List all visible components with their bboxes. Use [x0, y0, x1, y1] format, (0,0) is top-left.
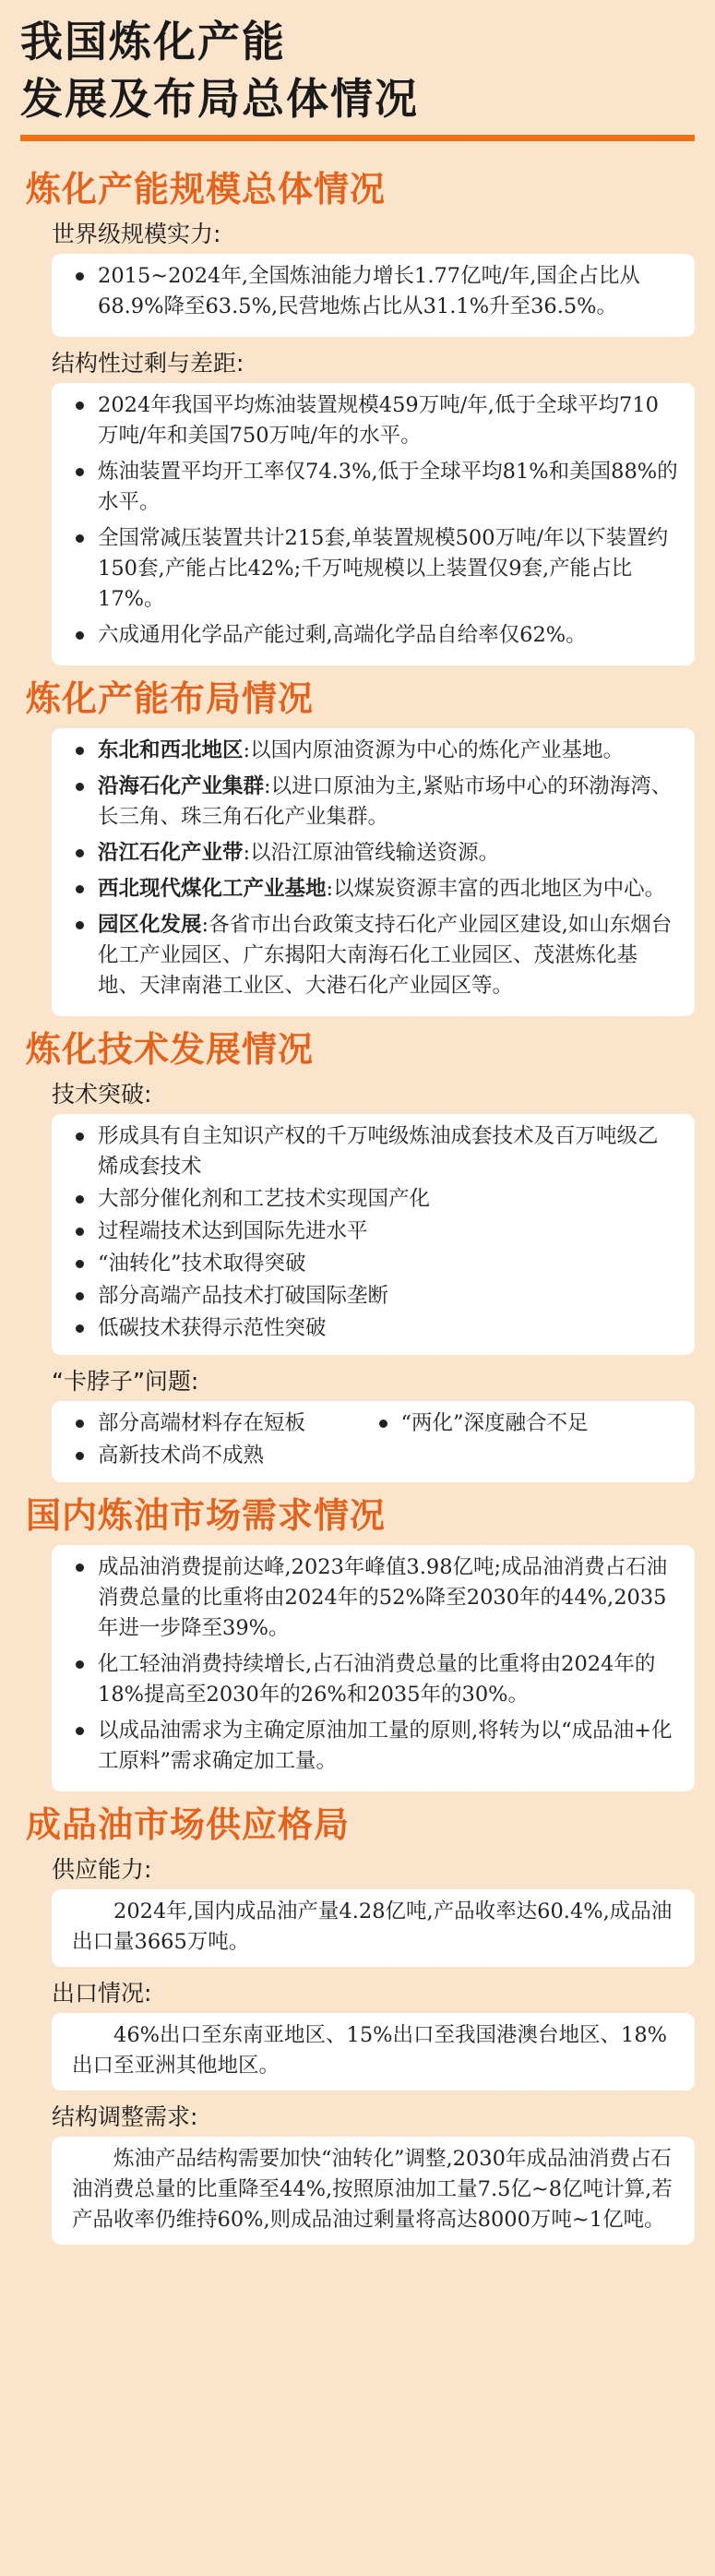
- bullet-item: 炼油装置平均开工率仅74.3%,低于全球平均81%和美国88%的水平。: [72, 457, 678, 518]
- bullet-item: 低碳技术获得示范性突破: [72, 1313, 678, 1344]
- bullet-item: 2024年我国平均炼油装置规模459万吨/年,低于全球平均710万吨/年和美国750万吨/年的水平。: [72, 390, 678, 451]
- content-box: [52, 383, 695, 665]
- bullet-item: 化工轻油消费持续增长,占石油消费总量的比重将由2024年的18%提高至2030年的26%和2035年的30%。: [72, 1649, 678, 1710]
- bullet-lead: 园区化发展: [98, 913, 202, 937]
- subsection-title: 技术突破:: [52, 1081, 152, 1108]
- bullet-item: 成品油消费提前达峰,2023年峰值3.98亿吨;成品油消费占石油消费总量的比重将由2024年的52%降至2030年的44%,2035年进一步降至39%。: [72, 1552, 678, 1644]
- bullet-item: “两化”深度融合不足: [375, 1408, 679, 1439]
- content-box: [52, 1401, 695, 1482]
- bullet-item: [72, 772, 678, 833]
- content-box: [52, 2013, 695, 2091]
- section-title: 炼化产能布局情况: [26, 678, 315, 719]
- bullet-item: [72, 910, 678, 1001]
- content-box: [52, 254, 695, 337]
- content-box: [52, 1889, 695, 1967]
- bullet-item: 大部分催化剂和工艺技术实现国产化: [72, 1184, 678, 1215]
- bullet-item: [72, 838, 678, 869]
- section-title: 成品油市场供应格局: [26, 1804, 351, 1845]
- bullet-lead: 沿江石化产业带: [98, 841, 244, 865]
- bullet-item: 部分高端材料存在短板: [72, 1408, 375, 1439]
- bullet-item: 六成通用化学品产能过剩,高端化学品自给率仅62%。: [72, 620, 678, 651]
- paragraph: 2024年,国内成品油产量4.28亿吨,产品收率达60.4%,成品油出口量3665万吨。: [72, 1899, 673, 1954]
- section-capacity-layout: [20, 677, 695, 1016]
- paragraph: 炼油产品结构需要加快“油转化”调整,2030年成品油消费占石油消费总量的比重降至44%,按照原油加工量7.5亿~8亿吨计算,若产品收率仍维持60%,则成品油过剩量将高达8000万吨~1亿吨。: [72, 2147, 673, 2232]
- content-box: [52, 1114, 695, 1355]
- bullet-item: 部分高端产品技术打破国际垄断: [72, 1281, 678, 1312]
- bullet-lead: 沿海石化产业集群: [98, 774, 265, 798]
- bullet-text: :以沿江原油管线输送资源。: [243, 841, 500, 865]
- main-title: [20, 0, 695, 127]
- main-title-line-2: 发展及布局总体情况: [20, 74, 419, 124]
- content-box: [52, 1545, 695, 1791]
- bullet-item: 以成品油需求为主确定原油加工量的原则,将转为以“成品油+化工原料”需求确定加工量。: [72, 1716, 678, 1777]
- bullet-item: 全国常减压装置共计215套,单装置规模500万吨/年以下装置约150套,产能占比42%;千万吨规模以上装置仅9套,产能占比17%。: [72, 523, 678, 615]
- bullet-text: :以进口原油为主,紧贴市场中心的环渤海湾、长三角、珠三角石化产业集群。: [98, 774, 673, 829]
- content-box: [52, 2137, 695, 2245]
- title-divider: [20, 135, 695, 141]
- bullet-item: [72, 736, 678, 766]
- bullet-item: 高新技术尚不成熟: [72, 1441, 375, 1471]
- subsection-title: 结构调整需求:: [52, 2103, 198, 2130]
- bullet-item: 形成具有自主知识产权的千万吨级炼油成套技术及百万吨级乙烯成套技术: [72, 1121, 678, 1182]
- section-title: 炼化技术发展情况: [26, 1029, 315, 1070]
- bullet-item: [72, 874, 678, 905]
- section-title: 炼化产能规模总体情况: [26, 169, 387, 210]
- section-domestic-demand: [20, 1493, 695, 1791]
- bullet-item: “油转化”技术取得突破: [72, 1249, 678, 1279]
- bullet-lead: 西北现代煤化工产业基地: [98, 877, 327, 901]
- bullet-item: 过程端技术达到国际先进水平: [72, 1216, 678, 1247]
- subsection-title: “卡脖子”问题:: [52, 1368, 199, 1395]
- subsection-title: 世界级规模实力:: [52, 221, 221, 247]
- subsection-title: 结构性过剩与差距:: [52, 350, 244, 377]
- paragraph: 46%出口至东南亚地区、15%出口至我国港澳台地区、18%出口至亚洲其他地区。: [72, 2023, 668, 2078]
- section-technology: [20, 1027, 695, 1482]
- section-supply-pattern: [20, 1803, 695, 2245]
- section-capacity-scale: [20, 167, 695, 665]
- bullet-text: :以煤炭资源丰富的西北地区为中心。: [326, 877, 666, 901]
- bullet-item: 2015~2024年,全国炼油能力增长1.77亿吨/年,国企占比从68.9%降至63.5%,民营地炼占比从31.1%升至36.5%。: [72, 261, 678, 322]
- content-box: [52, 728, 695, 1016]
- subsection-title: 供应能力:: [52, 1856, 152, 1883]
- bullet-lead: 东北和西北地区: [98, 738, 244, 762]
- main-title-line-1: 我国炼化产能: [20, 17, 286, 66]
- subsection-title: 出口情况:: [52, 1980, 152, 2007]
- bullet-text: :各省市出台政策支持石化产业园区建设,如山东烟台化工产业园区、广东揭阳大南海石化工业园区、茂湛炼化基地、天津南港工业区、大港石化产业园区等。: [98, 913, 673, 998]
- section-title: 国内炼油市场需求情况: [26, 1495, 387, 1536]
- bullet-text: :以国内原油资源为中心的炼化产业基地。: [243, 738, 625, 762]
